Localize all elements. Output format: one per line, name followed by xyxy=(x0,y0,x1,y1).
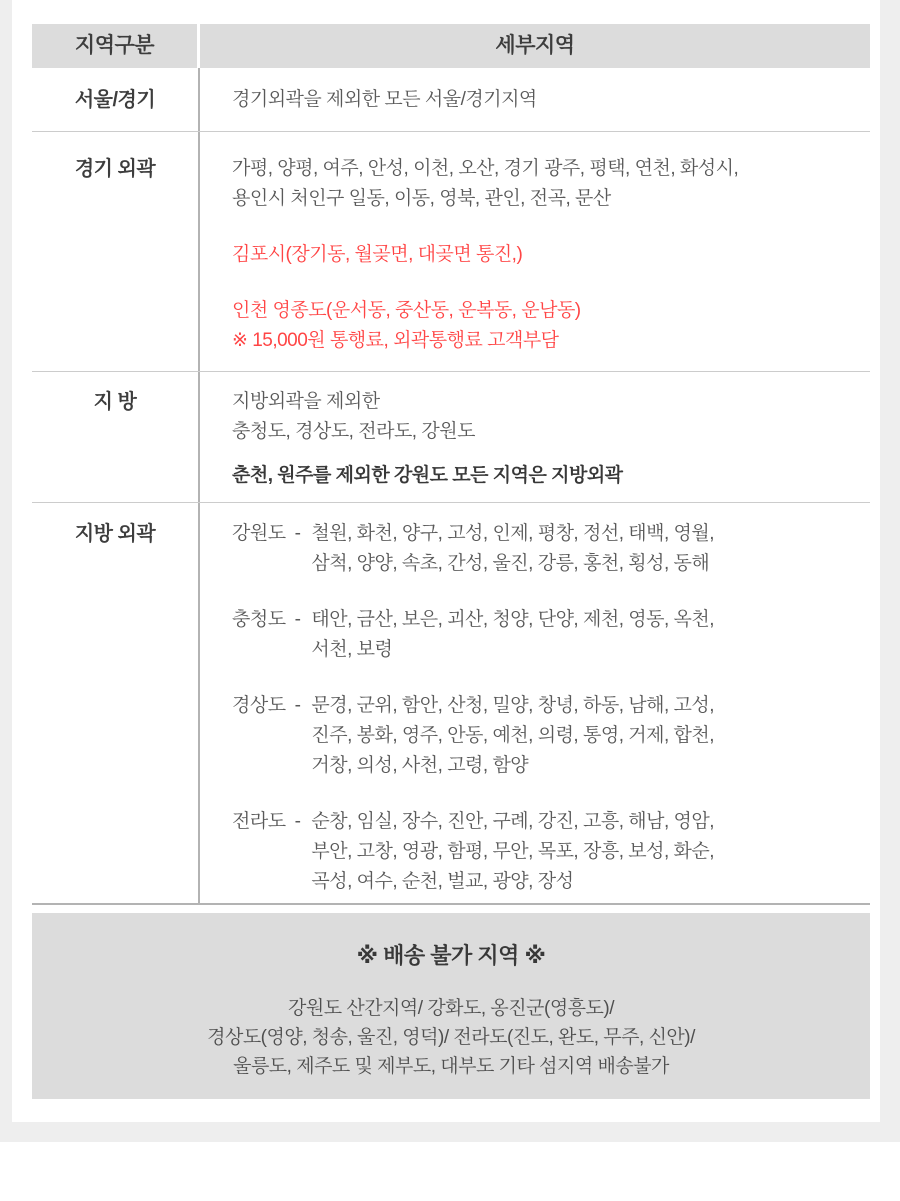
paragraph-red-gimpo xyxy=(232,240,870,270)
text-line: 강원도 산간지역/ 강화도, 옹진군(영흥도)/ xyxy=(288,998,614,1019)
province-cities xyxy=(311,519,714,579)
text-line: 삼척, 양양, 속초, 간성, 울진, 강릉, 홍천, 횡성, 동해 xyxy=(311,553,710,574)
table-row-gyeonggi-outskirts xyxy=(32,131,870,371)
table-header xyxy=(32,24,870,68)
row-content xyxy=(200,68,870,131)
header-region-category: 지역구분 xyxy=(32,24,197,68)
row-label: 경기 외곽 xyxy=(32,132,200,371)
row-content xyxy=(200,372,870,502)
row-content xyxy=(200,503,870,903)
paragraph xyxy=(232,85,870,115)
province-group-jeolla xyxy=(232,807,870,897)
province-name: 전라도 xyxy=(232,811,286,832)
notice-title: ※ 배송 불가 지역 ※ xyxy=(356,943,546,968)
row-label: 서울/경기 xyxy=(32,68,200,131)
province-group-gyeongsang xyxy=(232,691,870,781)
province-name: 충청도 xyxy=(232,609,286,630)
text-line: 경기외곽을 제외한 모든 서울/경기지역 xyxy=(232,89,537,110)
row-label: 지방 외곽 xyxy=(32,503,200,903)
text-line: 문경, 군위, 함안, 산청, 밀양, 창녕, 하동, 남해, 고성, xyxy=(311,695,715,716)
province-cities xyxy=(311,605,714,665)
province-dash: - xyxy=(294,523,301,544)
text-line: 경상도(영양, 청송, 울진, 영덕)/ 전라도(진도, 완도, 무주, 신안)/ xyxy=(207,1027,695,1048)
text-line: 곡성, 여수, 순천, 벌교, 광양, 장성 xyxy=(311,871,574,892)
province-name: 경상도 xyxy=(232,695,286,716)
restricted-area-notice xyxy=(32,913,870,1099)
bold-note: 춘천, 원주를 제외한 강원도 모든 지역은 지방외곽 xyxy=(232,465,623,486)
row-label: 지 방 xyxy=(32,372,200,502)
text-line: 거창, 의성, 사천, 고령, 함양 xyxy=(311,755,529,776)
table-row-jibang-outskirts xyxy=(32,502,870,905)
paragraph xyxy=(232,154,870,214)
text-line: 서천, 보령 xyxy=(311,639,393,660)
paragraph-red-incheon xyxy=(232,296,870,356)
content-card xyxy=(12,0,880,1122)
text-line: 인천 영종도(운서동, 중산동, 운복동, 운남동) xyxy=(232,300,581,321)
text-line: 진주, 봉화, 영주, 안동, 예천, 의령, 통영, 거제, 합천, xyxy=(311,725,715,746)
text-line: 울릉도, 제주도 및 제부도, 대부도 기타 섬지역 배송불가 xyxy=(233,1056,669,1077)
text-line: 가평, 양평, 여주, 안성, 이천, 오산, 경기 광주, 평택, 연천, 화성시, xyxy=(232,158,739,179)
text-line: 철원, 화천, 양구, 고성, 인제, 평창, 정선, 태백, 영월, xyxy=(311,523,715,544)
paragraph xyxy=(232,387,870,447)
text-line: 부안, 고창, 영광, 함평, 무안, 목포, 장흥, 보성, 화순, xyxy=(311,841,715,862)
row-content xyxy=(200,132,870,371)
region-table xyxy=(32,24,870,905)
text-line: 용인시 처인구 일동, 이동, 영북, 관인, 전곡, 문산 xyxy=(232,188,611,209)
text-line: ※ 15,000원 통행료, 외곽통행료 고객부담 xyxy=(232,330,559,351)
province-dash: - xyxy=(294,811,301,832)
province-name: 강원도 xyxy=(232,523,286,544)
text-line: 순창, 임실, 장수, 진안, 구례, 강진, 고흥, 해남, 영암, xyxy=(311,811,715,832)
province-dash: - xyxy=(294,695,301,716)
header-detail-region: 세부지역 xyxy=(200,24,870,68)
table-row-jibang xyxy=(32,371,870,502)
province-dash: - xyxy=(294,609,301,630)
text-line: 김포시(장기동, 월곶면, 대곶면 통진,) xyxy=(232,244,523,265)
province-group-chungcheong xyxy=(232,605,870,665)
province-cities xyxy=(311,807,714,897)
text-line: 지방외곽을 제외한 xyxy=(232,391,380,412)
notice-body xyxy=(32,994,870,1081)
province-cities xyxy=(311,691,714,781)
province-group-gangwon xyxy=(232,519,870,579)
text-line: 태안, 금산, 보은, 괴산, 청양, 단양, 제천, 영동, 옥천, xyxy=(311,609,715,630)
text-line: 충청도, 경상도, 전라도, 강원도 xyxy=(232,421,475,442)
table-row-seoul-gyeonggi xyxy=(32,68,870,131)
